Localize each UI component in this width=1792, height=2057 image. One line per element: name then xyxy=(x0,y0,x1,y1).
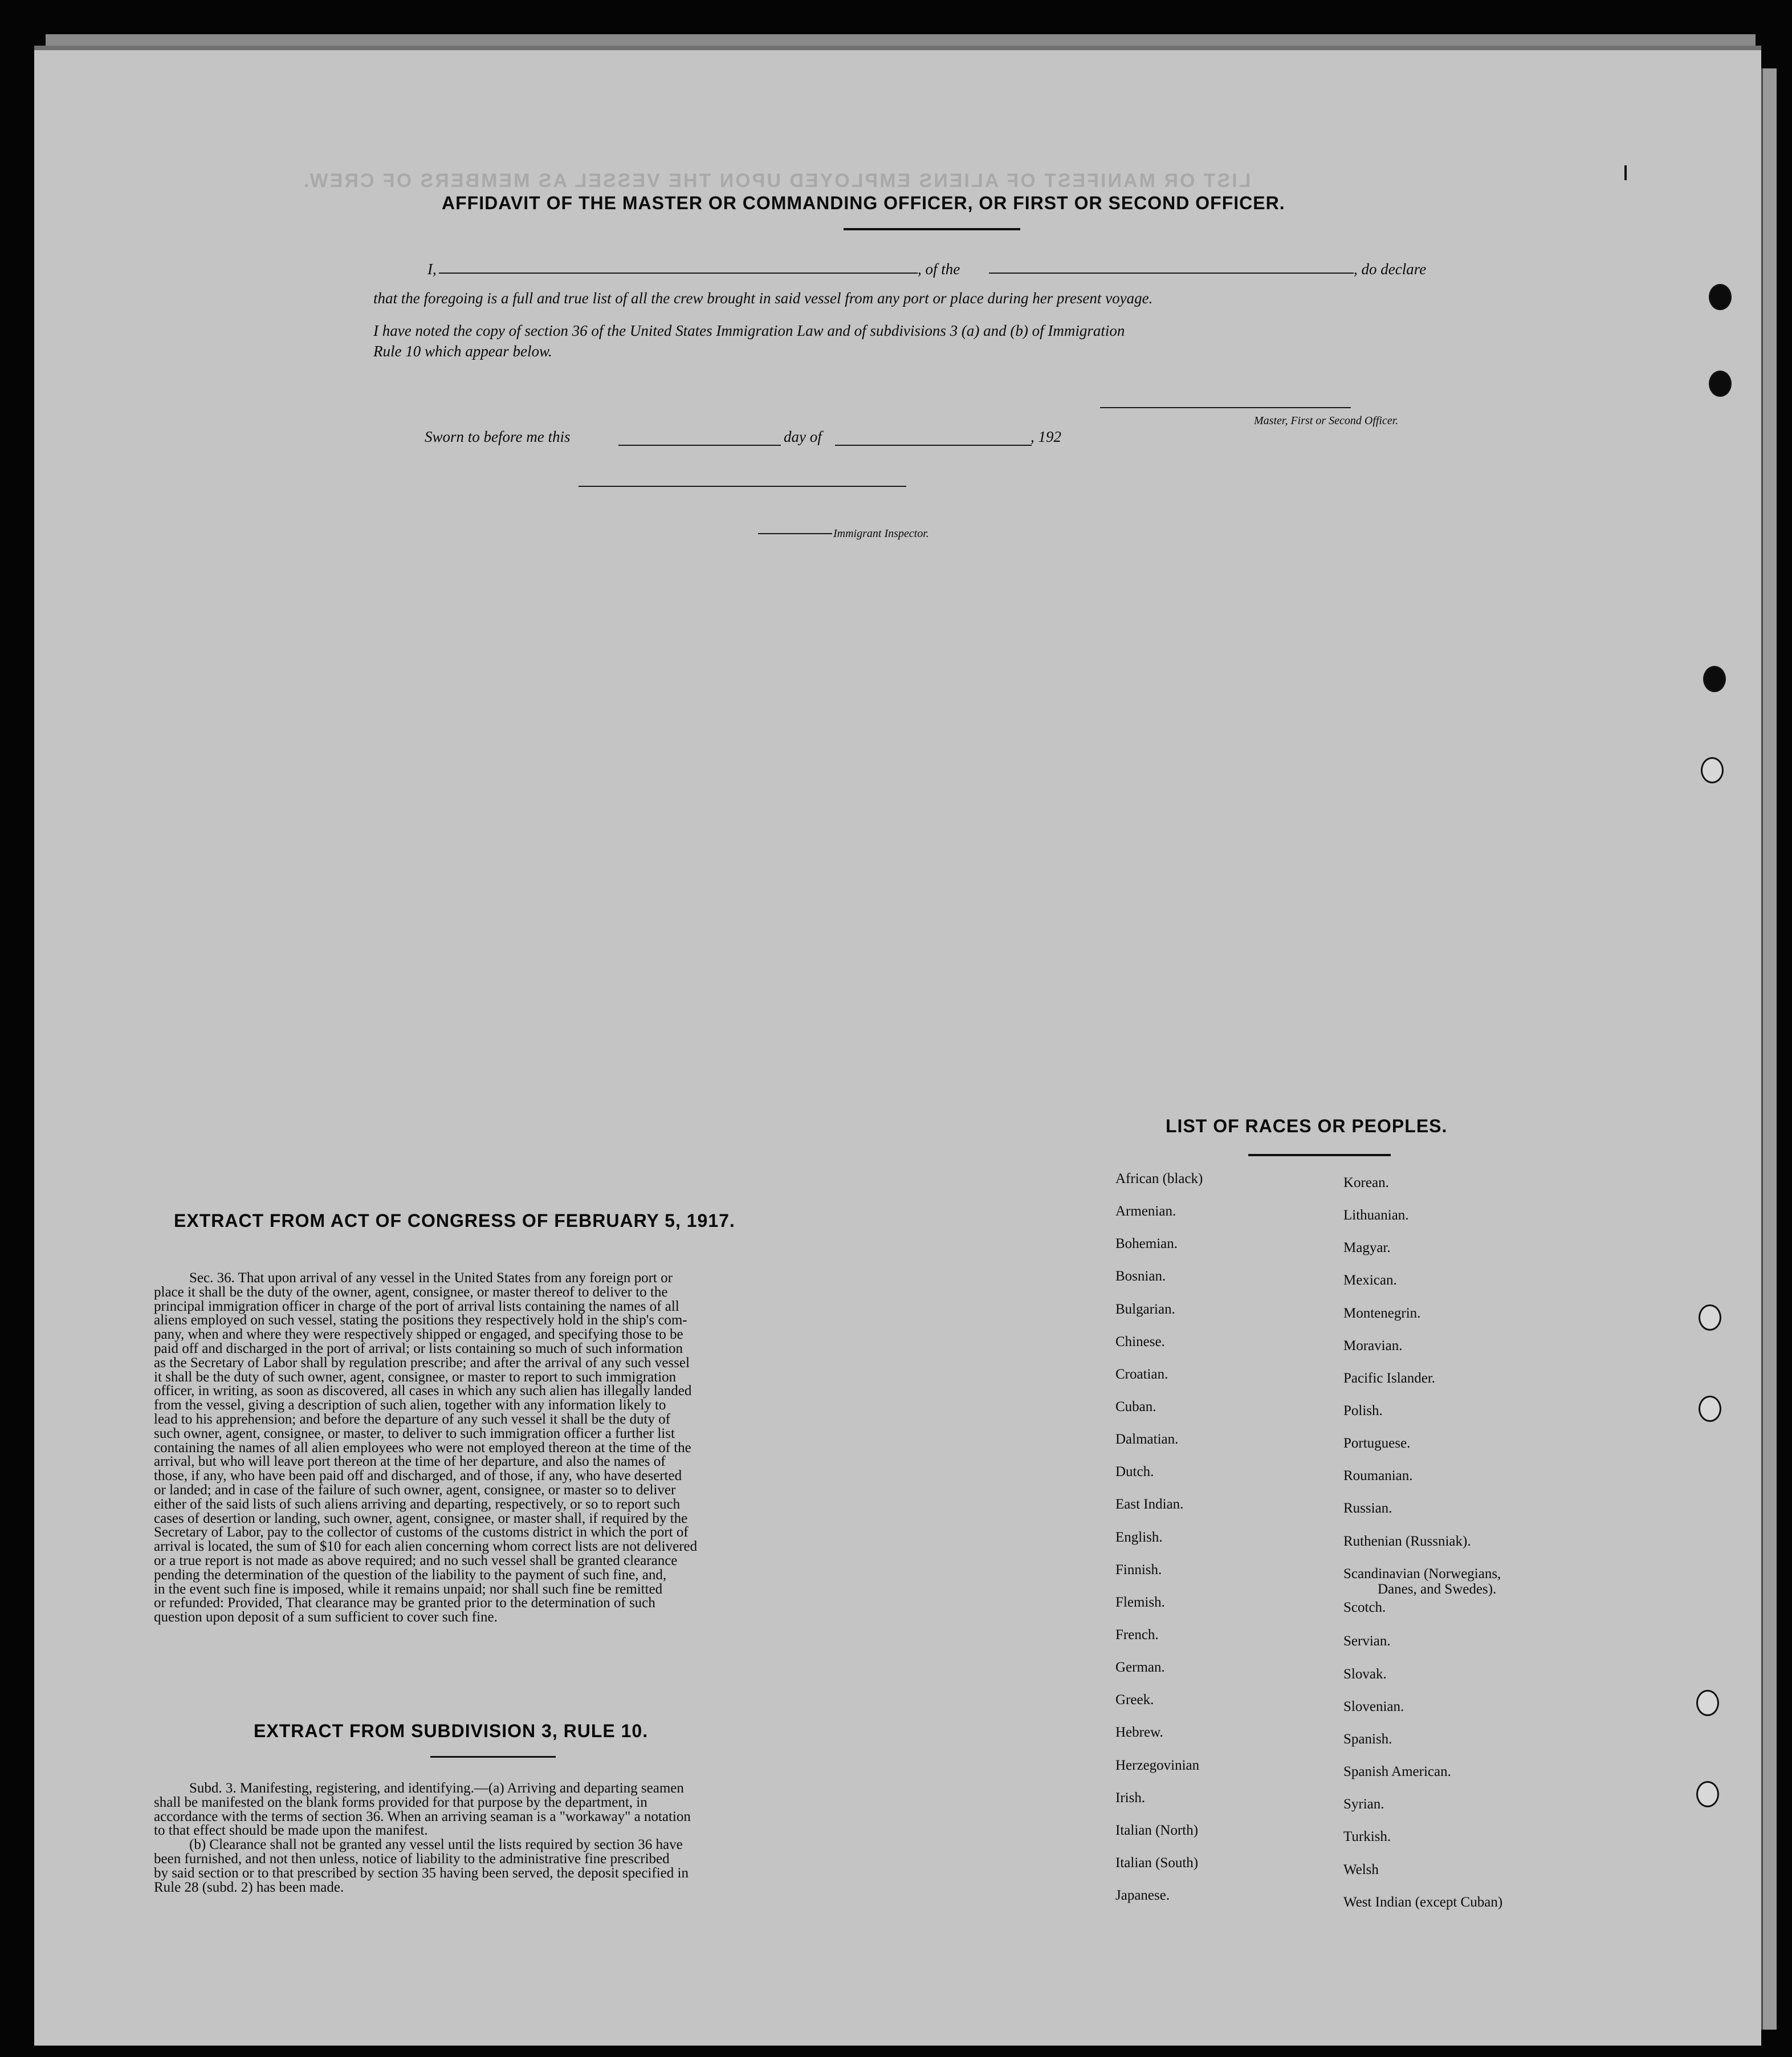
race-item: Roumanian. xyxy=(1343,1468,1413,1483)
race-item: Flemish. xyxy=(1115,1595,1165,1610)
bleed-through-heading: LIST OR MANIFEST OF ALIENS EMPLOYED UPON THE VESSEL AS MEMBERS OF CREW. xyxy=(302,170,1251,192)
race-item: Moravian. xyxy=(1343,1338,1403,1353)
race-item: Chinese. xyxy=(1115,1334,1165,1349)
race-item: Magyar. xyxy=(1343,1240,1391,1255)
vessel-name-field[interactable] xyxy=(989,273,1354,274)
race-item: Dutch. xyxy=(1115,1464,1154,1479)
master-name-field[interactable] xyxy=(439,273,918,274)
race-item: Welsh xyxy=(1343,1862,1379,1877)
rule-line: Subd. 3. Manifesting, registering, and identifying.—(a) Arriving and departing seamen xyxy=(189,1780,684,1796)
race-item: East Indian. xyxy=(1115,1497,1184,1512)
act-line: cases of desertion or landing, such owner, agent, consignee, or master shall, if required by the xyxy=(154,1510,688,1526)
inspector-signature-field[interactable] xyxy=(579,486,906,487)
race-item: Servian. xyxy=(1343,1633,1391,1649)
race-item: Dalmatian. xyxy=(1115,1432,1179,1447)
affidavit-do-declare-label: , do declare xyxy=(1354,261,1427,278)
affidavit-of-the-label: , of the xyxy=(918,261,960,278)
race-item: English. xyxy=(1115,1530,1163,1545)
affidavit-line-1: that the foregoing is a full and true list of all the crew brought in said vessel from any port or place during her present voyage. xyxy=(373,290,1153,307)
act-line: pany, when and where they were respectively shipped or engaged, and specifying those to be xyxy=(154,1327,683,1343)
act-line: or refunded: Provided, That clearance may be granted prior to the determination of such xyxy=(154,1595,655,1611)
race-item: Bosnian. xyxy=(1115,1269,1166,1284)
affidavit-title-rule xyxy=(844,228,1020,230)
binder-hole-icon xyxy=(1696,1690,1719,1716)
rule-extract-title-rule xyxy=(430,1756,556,1758)
act-line: or a true report is not made as above required; and no such vessel shall be granted clearance xyxy=(154,1552,678,1568)
act-line: question upon deposit of a sum sufficient to cover such fine. xyxy=(154,1609,498,1625)
rule-line: (b) Clearance shall not be granted any vessel until the lists required by section 36 have xyxy=(189,1837,683,1853)
binder-hole-icon xyxy=(1699,1304,1721,1331)
race-item: Scandinavian (Norwegians, xyxy=(1343,1566,1501,1582)
act-line: it shall be the duty of such owner, agent, consignee, or master to report to such immigration xyxy=(154,1369,677,1385)
race-item: Italian (North) xyxy=(1115,1823,1199,1838)
race-item: Korean. xyxy=(1343,1175,1389,1190)
race-item: Finnish. xyxy=(1115,1562,1162,1578)
affidavit-line-3: Rule 10 which appear below. xyxy=(373,343,552,360)
affidavit-line-2: I have noted the copy of section 36 of the United States Immigration Law and of subdivisions 3 (a) and (b) of Immigration xyxy=(373,322,1125,339)
race-item: Turkish. xyxy=(1343,1829,1391,1844)
sheet-right-edge xyxy=(1761,68,1777,2030)
races-title-rule xyxy=(1248,1154,1391,1156)
race-item: Slovak. xyxy=(1343,1666,1387,1682)
rule-extract-title: EXTRACT FROM SUBDIVISION 3, RULE 10. xyxy=(254,1721,649,1741)
act-line: paid off and discharged in the port of arrival; or lists containing so much of such information xyxy=(154,1340,683,1356)
binder-hole-icon xyxy=(1696,1781,1719,1807)
race-item: Portuguese. xyxy=(1343,1436,1411,1451)
act-line: as the Secretary of Labor shall by regulation prescribe; and after the arrival of any such vessel xyxy=(154,1355,690,1371)
race-item: Danes, and Swedes). xyxy=(1378,1582,1497,1597)
year-label: , 192 xyxy=(1031,428,1061,445)
race-item: Spanish. xyxy=(1343,1731,1392,1747)
act-line: lead to his apprehension; and before the departure of any such vessel it shall be the duty of xyxy=(154,1411,670,1427)
binder-hole-icon xyxy=(1703,666,1726,692)
race-item: Hebrew. xyxy=(1115,1725,1163,1740)
rule-extract-text xyxy=(154,1782,809,1895)
rule-line: to that effect should be made upon the manifest. xyxy=(154,1823,428,1839)
officer-signature-field[interactable] xyxy=(1100,407,1351,408)
binder-hole-icon xyxy=(1709,284,1732,310)
race-item: Greek. xyxy=(1115,1692,1154,1708)
race-item: Mexican. xyxy=(1343,1273,1397,1288)
act-line: containing the names of all alien employees who were not employed thereon at the time of the xyxy=(154,1440,691,1456)
act-extract-title: EXTRACT FROM ACT OF CONGRESS OF FEBRUARY 5, 1917. xyxy=(174,1210,735,1231)
race-item: Bohemian. xyxy=(1115,1236,1178,1251)
margin-mark xyxy=(1624,165,1627,180)
race-item: French. xyxy=(1115,1627,1159,1643)
act-line: place it shall be the duty of the owner, agent, consignee, or master thereof to deliver to the xyxy=(154,1284,668,1300)
act-line: Sec. 36. That upon arrival of any vessel in the United States from any foreign port or xyxy=(189,1270,673,1286)
act-line: arrival is located, the sum of $10 for each alien concerning whom correct lists are not delivered xyxy=(154,1539,698,1555)
sworn-day-field[interactable] xyxy=(618,445,781,446)
affidavit-title: AFFIDAVIT OF THE MASTER OR COMMANDING OFFICER, OR FIRST OR SECOND OFFICER. xyxy=(442,193,1285,213)
rule-line: been furnished, and not then unless, notice of liability to the administrative fine prescribed xyxy=(154,1851,670,1867)
act-line: pending the determination of the question of the liability to the payment of such fine, and, xyxy=(154,1567,667,1583)
act-line: either of the said lists of such aliens arriving and departing, respectively, or so to report such xyxy=(154,1496,681,1512)
race-item: Russian. xyxy=(1343,1501,1392,1516)
race-item: Montenegrin. xyxy=(1343,1306,1421,1321)
race-item: Spanish American. xyxy=(1343,1764,1451,1779)
race-item: Polish. xyxy=(1343,1403,1383,1418)
race-item: Croatian. xyxy=(1115,1367,1168,1382)
race-item: Italian (South) xyxy=(1115,1855,1199,1871)
act-line: officer, in writing, as soon as discovered, all cases in which any such alien has illegally landed xyxy=(154,1383,692,1399)
race-item: Scotch. xyxy=(1343,1600,1386,1615)
act-line: arrival, but who will leave port thereon at the time of her departure, and also the names of xyxy=(154,1454,666,1470)
race-item: Pacific Islander. xyxy=(1343,1371,1436,1386)
race-item: Armenian. xyxy=(1115,1204,1176,1219)
race-item: Irish. xyxy=(1115,1790,1146,1806)
binder-hole-icon xyxy=(1699,1396,1721,1422)
race-item: Ruthenian (Russniak). xyxy=(1343,1534,1471,1549)
race-item: West Indian (except Cuban) xyxy=(1343,1895,1503,1910)
act-line: those, if any, who have been paid off and discharged, and of those, if any, who have deserted xyxy=(154,1468,682,1484)
act-line: in the event such fine is imposed, while it remains unpaid; nor shall such fine be remitted xyxy=(154,1581,663,1597)
race-item: Herzegovinian xyxy=(1115,1758,1200,1773)
act-line: principal immigration officer in charge of the port of arrival lists containing the names of all xyxy=(154,1298,679,1314)
rule-line: shall be manifested on the blank forms provided for that purpose by the department, in xyxy=(154,1794,647,1810)
document-page xyxy=(34,46,1761,2046)
race-item: German. xyxy=(1115,1660,1165,1675)
act-line: such owner, agent, consignee, or master, to deliver to such immigration officer a further list xyxy=(154,1425,675,1441)
sworn-month-field[interactable] xyxy=(835,445,1032,446)
binder-hole-icon xyxy=(1701,757,1724,783)
act-line: from the vessel, giving a description of such alien, together with any information likely to xyxy=(154,1397,666,1413)
act-line: aliens employed on such vessel, stating the positions they respectively hold in the ship's com- xyxy=(154,1312,687,1328)
races-title: LIST OF RACES OR PEOPLES. xyxy=(1166,1116,1448,1136)
race-item: Syrian. xyxy=(1343,1796,1384,1812)
rule-line: Rule 28 (subd. 2) has been made. xyxy=(154,1879,344,1895)
race-item: Cuban. xyxy=(1115,1399,1156,1414)
binder-hole-icon xyxy=(1709,371,1732,397)
race-item: Japanese. xyxy=(1115,1888,1170,1903)
affidavit-i-label: I, xyxy=(427,261,437,278)
race-item: Slovenian. xyxy=(1343,1699,1404,1714)
inspector-name-rule xyxy=(758,533,832,534)
race-item: African (black) xyxy=(1115,1171,1203,1186)
rule-line: by said section or to that prescribed by section 35 having been served, the deposit specified in xyxy=(154,1865,689,1881)
officer-signature-caption: Master, First or Second Officer. xyxy=(1254,414,1399,427)
race-item: Lithuanian. xyxy=(1343,1208,1409,1223)
inspector-caption: Immigrant Inspector. xyxy=(833,527,929,540)
act-line: or landed; and in case of the failure of such owner, agent, consignee, or master so to deliver xyxy=(154,1482,676,1498)
day-of-label: day of xyxy=(784,428,822,445)
rule-line: accordance with the terms of section 36. When an arriving seaman is a "workaway" a notation xyxy=(154,1808,691,1824)
act-line: Secretary of Labor, pay to the collector of customs of the customs district in which the port of xyxy=(154,1525,689,1540)
race-item: Bulgarian. xyxy=(1115,1302,1175,1317)
act-extract-text xyxy=(154,1271,809,1625)
sworn-label: Sworn to before me this xyxy=(425,428,571,445)
